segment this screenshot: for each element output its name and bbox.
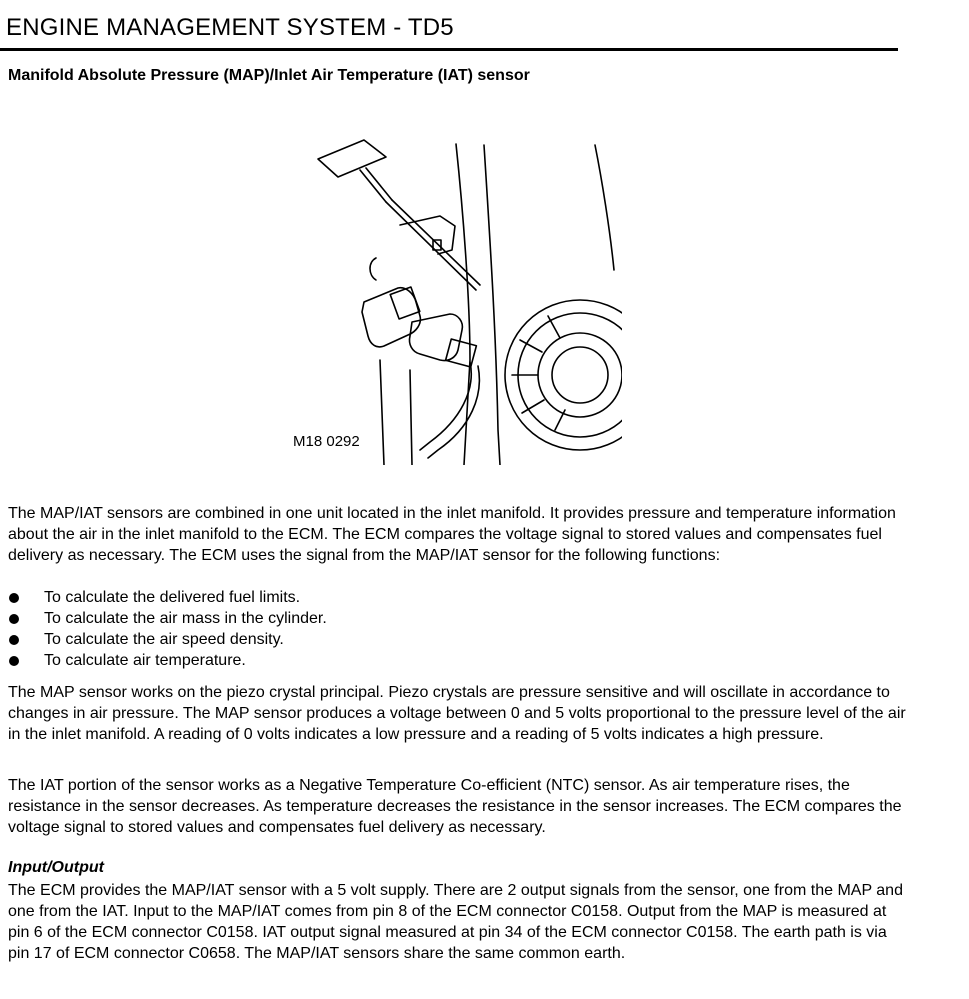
lower-edge (380, 360, 384, 465)
flange-rib-3 (522, 400, 544, 413)
lower-edge-2 (410, 370, 412, 465)
sensor-illustration (280, 130, 630, 465)
flange-rib-4 (555, 410, 565, 430)
flange-inner (538, 333, 622, 417)
bracket-stem-2 (366, 168, 392, 200)
header-rule (0, 48, 898, 51)
input-output-paragraph: The ECM provides the MAP/IAT sensor with a 5 volt supply. There are 2 output signals from the sensor, one from the MAP and one from the IAT. Input to the MAP/IAT comes from pin 8 of the ECM connector C0158. Output from the MAP is measured at pin 6 of the ECM connector C0158. IAT output signal measured at pin 34 of the ECM connector C0158. The earth path is via pin 17 of ECM connector C0658. The MAP/IAT sensors share the same common earth. (8, 882, 903, 962)
manifold-edge-2 (484, 145, 500, 465)
input-output-heading: Input/Output (8, 859, 104, 876)
manifold-edge-3 (595, 145, 614, 270)
sensor-cap (390, 287, 420, 319)
bullet-icon (9, 593, 19, 603)
bullet-icon (9, 614, 19, 624)
list-item (8, 629, 327, 650)
list-item (8, 587, 327, 608)
list-item-text: To calculate air temperature. (44, 652, 246, 669)
bracket-stem (360, 170, 386, 202)
manifold-edge (456, 144, 470, 465)
list-item-text: To calculate the air speed density. (44, 631, 284, 648)
section-title: Manifold Absolute Pressure (MAP)/Inlet Air Temperature (IAT) sensor (8, 67, 530, 84)
flange-bore (552, 347, 608, 403)
small-arc (370, 258, 376, 280)
wiring-harness (420, 362, 471, 450)
figure-label: M18 0292 (293, 433, 360, 450)
sensor-connector (409, 314, 462, 361)
list-item-text: To calculate the delivered fuel limits. (44, 589, 301, 606)
list-item-text: To calculate the air mass in the cylinder. (44, 610, 327, 627)
bracket-block (318, 140, 386, 177)
bullet-icon (9, 656, 19, 666)
intro-paragraph: The MAP/IAT sensors are combined in one unit located in the inlet manifold. It provides pressure and temperature information about the air in the inlet manifold to the ECM. The ECM compares the voltage signal to stored values and compensates fuel delivery as necessary. The ECM uses the signal from the MAP/IAT sensor for the following functions: (8, 505, 896, 564)
map-paragraph: The MAP sensor works on the piezo crystal principal. Piezo crystals are pressure sensitive and will oscillate in accordance to changes in air pressure. The MAP sensor produces a voltage between 0 and 5 volts proportional to the pressure level of the air in the inlet manifold. A reading of 0 volts indicates a low pressure and a reading of 5 volts indicates a high pressure. (8, 684, 906, 743)
bullet-icon (9, 635, 19, 645)
page-header-title: ENGINE MANAGEMENT SYSTEM - TD5 (6, 14, 454, 41)
connector-plug (446, 339, 477, 367)
list-item (8, 608, 327, 629)
iat-paragraph: The IAT portion of the sensor works as a Negative Temperature Co-efficient (NTC) sensor. As air temperature rises, the resistance in the sensor decreases. As temperature decreases the resistance in the sensor increases. The ECM compares the voltage signal to stored values and compensates fuel delivery as necessary. (8, 777, 902, 836)
list-item (8, 650, 327, 671)
functions-list (8, 587, 327, 671)
